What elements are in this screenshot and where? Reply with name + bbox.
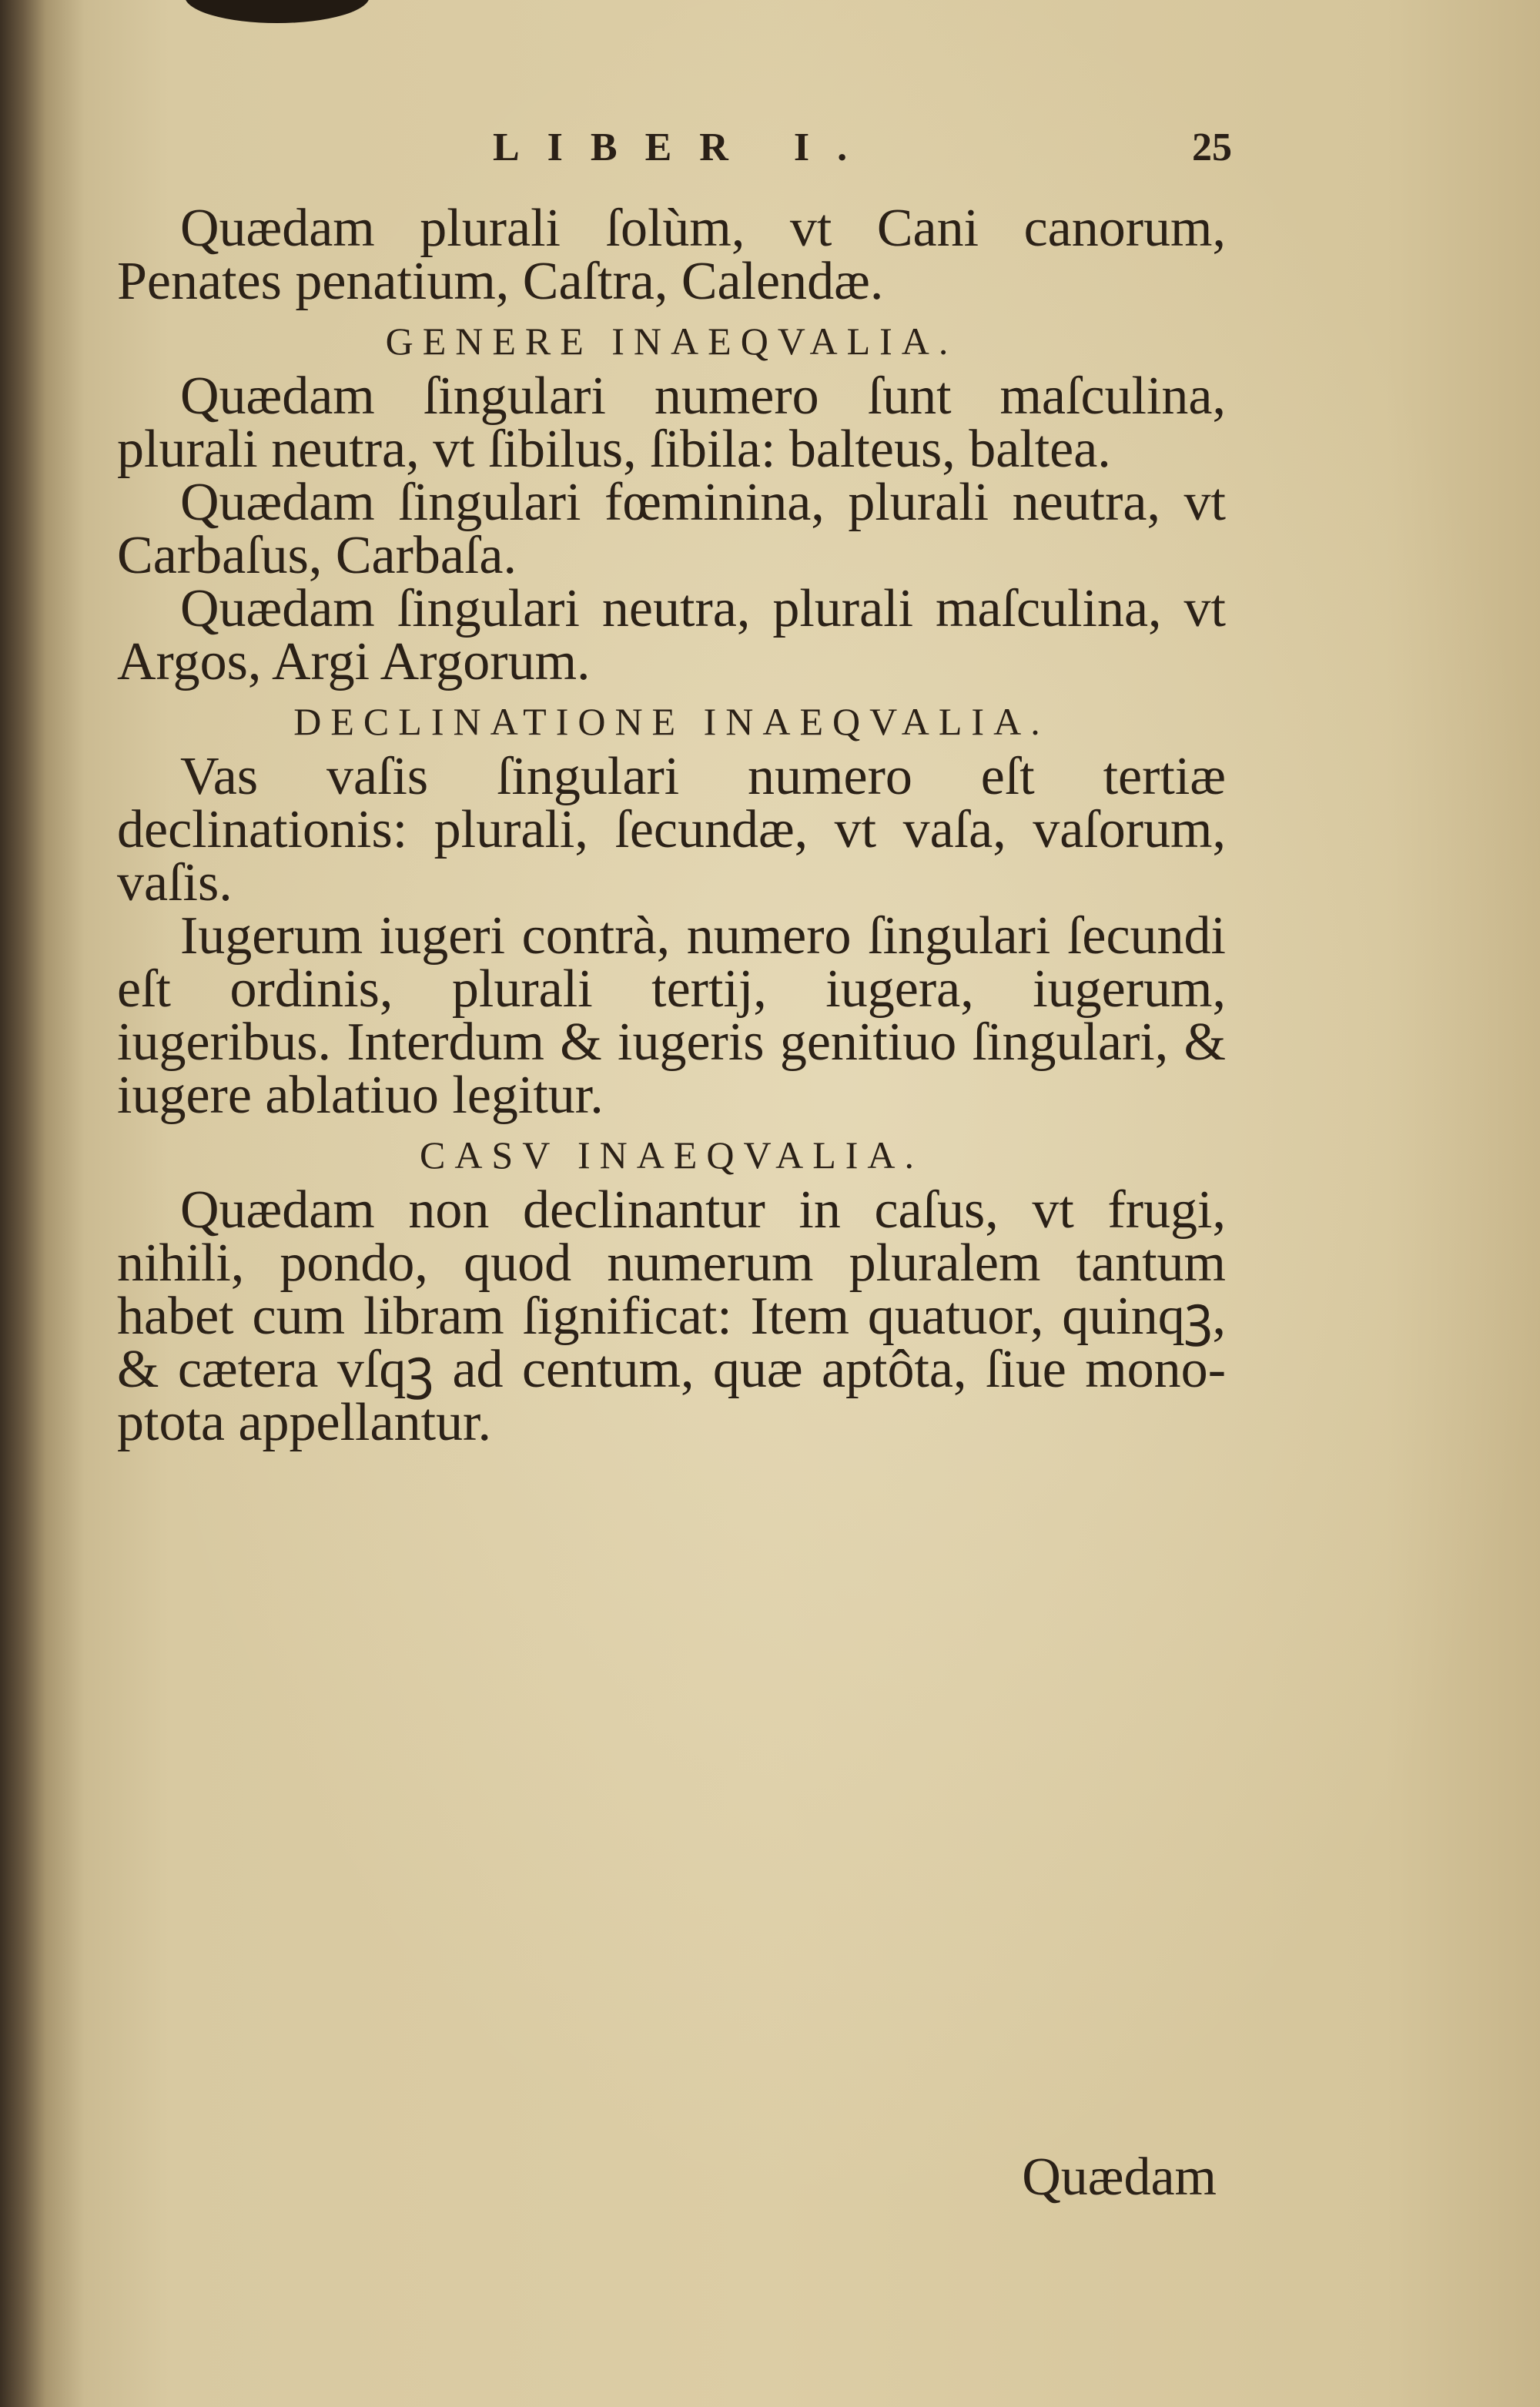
paragraph-neuter-masculine: Quædam ſingulari neutra, plurali maſculina, vt Argos, Argi Argorum. — [117, 579, 1226, 691]
paragraph-vas-vasis: Vas vaſis ſingulari numero eſt tertiæ declinationis: plurali, ſecundæ, vt vaſa, vaſorum, vaſis. — [117, 747, 1226, 912]
heading-genere-inaequalia: GENERE INAEQVALIA. — [385, 320, 958, 363]
paragraph-indeclinable: Quædam non declinantur in caſus, vt frugi, nihili, pondo, quod numerum pluralem tantum habet cum libram ſignificat: Item quatuor, quinqꝫ, & cætera vſqꝫ ad centum, quæ aptôta, ſiue monoptota appellantur. — [117, 1180, 1226, 1452]
paragraph-masculine-neuter: Quædam ſingulari numero ſunt maſculina, plurali neutra, vt ſibilus, ſibila: balteus, baltea. — [117, 367, 1226, 479]
running-title: LIBER I. — [493, 126, 875, 169]
catchword: Quædam — [1022, 2148, 1217, 2207]
paragraph-plural-only: Quædam plurali ſolùm, vt Cani canorum, Penates penatium, Caſtra, Calendæ. — [117, 199, 1226, 311]
heading-casu-inaequalia: CASV INAEQVALIA. — [419, 1133, 924, 1177]
paragraph-feminine-neuter: Quædam ſingulari fœminina, plurali neutra, vt Carbaſus, Carbaſa. — [117, 473, 1226, 585]
page-header — [493, 125, 1232, 179]
paragraph-iugerum: Iugerum iugeri contrà, numero ſingulari ſecundi eſt ordinis, plurali tertij, iugera, iugerum, iugeribus. Interdum & iugeris genitiuo ſingulari, & iugere ablatiuo legitur. — [117, 906, 1226, 1125]
page-number: 25 — [1192, 126, 1232, 169]
text-block — [117, 199, 1226, 1452]
heading-declinatione-inaequalia: DECLINATIONE INAEQVALIA. — [293, 700, 1050, 743]
ink-blot — [185, 0, 370, 23]
